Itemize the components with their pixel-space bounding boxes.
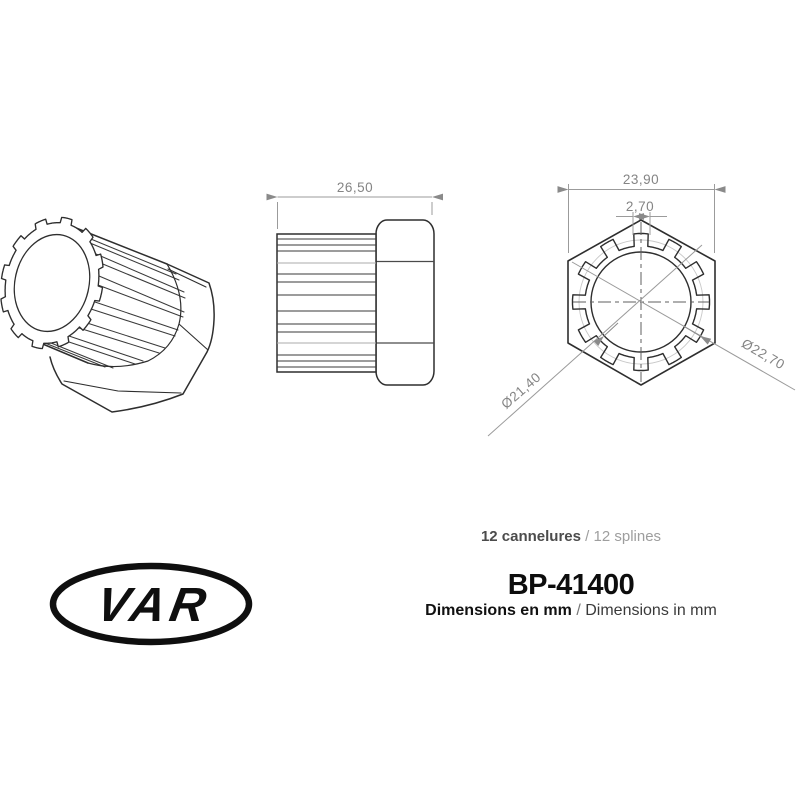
bore-diameter-label: Ø21,40 (498, 369, 544, 412)
spline-count-separator: / (585, 528, 590, 545)
side-view (277, 220, 434, 385)
product-model: BP-41400 (507, 569, 635, 601)
length-dimension-label: 26,50 (336, 180, 374, 195)
dimensions-note (425, 602, 717, 620)
spline-width-dimension-label: 2,70 (625, 199, 655, 214)
dimensions-note-fr: Dimensions en mm (425, 602, 572, 619)
isometric-view (0, 213, 214, 412)
dimensions-note-separator: / (576, 602, 581, 619)
side-hex-head (376, 220, 434, 385)
spline-count-en: 12 splines (593, 528, 662, 545)
hex-width-dimension-label: 23,90 (622, 172, 660, 187)
spline-count-fr: 12 cannelures (480, 528, 581, 545)
var-logo-text: VAR (92, 578, 215, 632)
side-spline-body (277, 234, 376, 372)
front-view (488, 220, 795, 436)
var-logo (46, 561, 256, 654)
dimensions-note-en: Dimensions in mm (585, 602, 717, 619)
var-logo-svg (46, 561, 256, 649)
spline-count-caption (481, 528, 661, 545)
spline-diameter-label: Ø22,70 (739, 335, 788, 373)
